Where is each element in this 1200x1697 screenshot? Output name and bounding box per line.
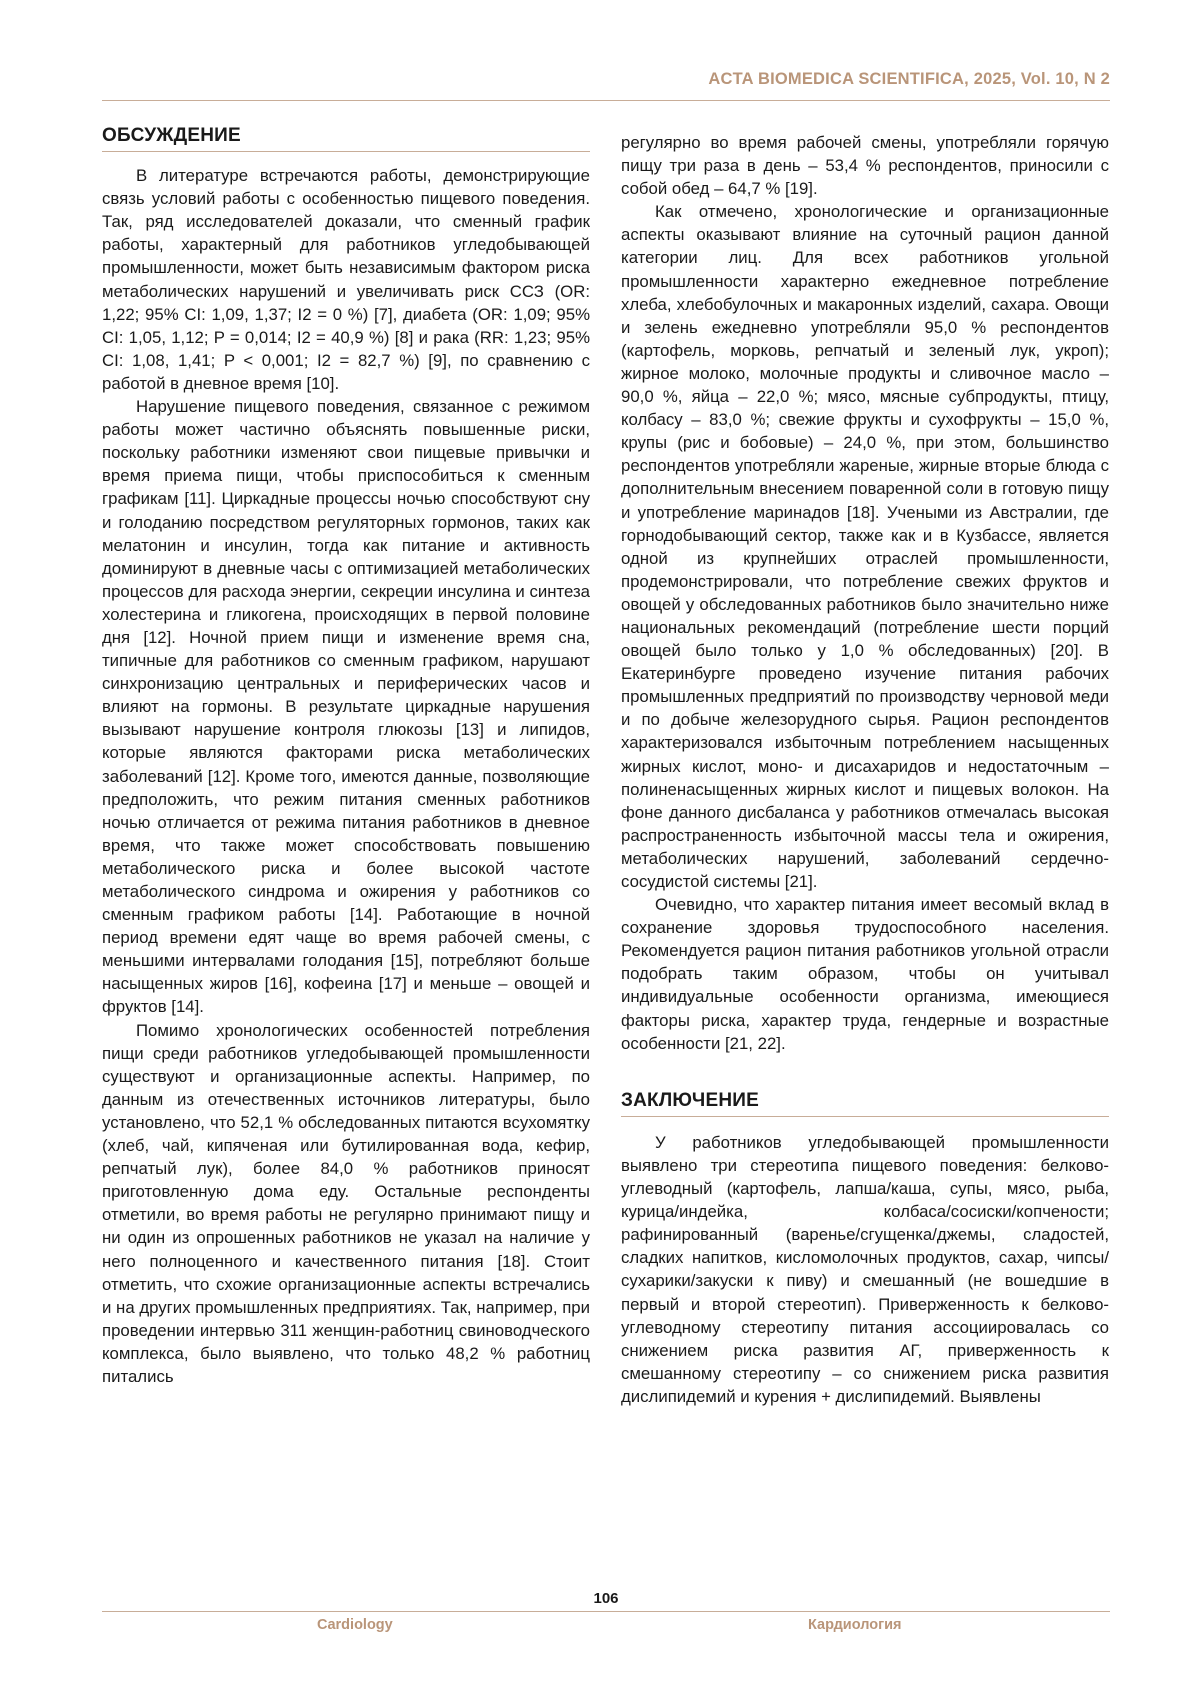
header-divider bbox=[102, 100, 1110, 101]
journal-header: ACTA BIOMEDICA SCIENTIFICA, 2025, Vol. 10, N 2 bbox=[708, 70, 1110, 88]
section-heading-discussion: ОБСУЖДЕНИЕ bbox=[102, 124, 590, 152]
conclusion-paragraph: У работников угледобывающей промышленности выявлено три стереотипа пищевого поведения: белково-углеводный (картофель, лапша/каша, супы, мясо, рыба, курица/индейка, колбаса/сосиски/копчености; рафинированный (варенье/сгущенка/джемы, сладостей, сладких напитков, кисломолочных продуктов, сахар, чипсы/сухарики/закуски к пиву) и смешанный (не вошедшие в первый и второй стереотип). Приверженность к белково-углеводному стереотипу питания ассоциировалась со снижением риска развития АГ, приверженность к смешанному стереотипу – со снижением риска развития дислипидемий и курения + дислипидемий. Выявлены bbox=[621, 1132, 1109, 1406]
footer-section-label-ru: Кардиология bbox=[808, 1617, 902, 1633]
right-column bbox=[621, 131, 1109, 1408]
section-heading-conclusion: ЗАКЛЮЧЕНИЕ bbox=[621, 1089, 1109, 1117]
paragraph: В литературе встречаются работы, демонстрирующие связь условий работы с особенностью пищевого поведения. Так, ряд исследователей доказали, что сменный график работы, характерный для работников угледобывающей промышленности, может быть независимым фактором риска метаболических нарушений и увеличивать риск ССЗ (OR: 1,22; 95% CI: 1,09, 1,37; I2 = 0 %) [7], диабета (OR: 1,09; 95% CI: 1,05, 1,12; P = 0,014; I2 = 40,9 %) [8] и рака (RR: 1,23; 95% CI: 1,08, 1,41; P < 0,001; I2 = 82,7 %) [9], по сравнению с работой в дневное время [10]. bbox=[102, 166, 590, 393]
paragraph: Как отмечено, хронологические и организационные аспекты оказывают влияние на суточный рацион данной категории лиц. Для всех работников угольной промышленности характерно ежедневное потребление хлеба, хлебобулочных и макаронных изделий, сахара. Овощи и зелень ежедневно употребляли 95,0 % респондентов (картофель, морковь, репчатый и зеленый лук, укроп); жирное молоко, молочные продукты и сливочное масло – 90,0 %, яйца – 22,0 %; мясо, мясные субпродукты, птицу, колбасу – 83,0 %; свежие фрукты и сухофрукты – 15,0 %, крупы (рис и бобовые) – 24,0 %, при этом, большинство респондентов употребляли жареные, жирные вторые блюда с дополнительным внесением поваренной соли в готовую пищу и употребление маринадов [18]. Учеными из Австралии, где горнодобывающий сектор, также как и в Кузбассе, является одной из крупнейших отраслей промышленности, продемонстрировали, что потребление свежих фруктов и овощей у обследованных работников было значительно ниже национальных рекомендаций (потребление шести порций овощей было только у 1,0 % обследованных) [20]. В Екатеринбурге проведено изучение питания рабочих промышленных предприятий по производству черновой меди и по добыче железорудного сырья. Рацион респондентов характеризовался избыточным потреблением насыщенных жирных кислот, моно- и дисахаридов и недостаточным – полиненасыщенных жирных кислот и пищевых волокон. На фоне данного дисбаланса у работников отмечалась высокая распространенность избыточной массы тела и ожирения, метаболических нарушений, заболеваний сердечно-сосудистой системы [21]. bbox=[621, 202, 1109, 891]
paragraph: Помимо хронологических особенностей потребления пищи среди работников угледобывающей промышленности существуют и организационные аспекты. Например, по данным из отечественных источников литературы, было установлено, что 52,1 % обследованных питаются всухомятку (хлеб, чай, кипяченая или бутилированная вода, кефир, репчатый лук), более 84,0 % работников приносят приготовленную дома еду. Остальные респонденты отметили, во время работы не регулярно принимают пищу и ни один из опрошенных работников не указал на наличие у него полноценного и качественного питания [18]. Стоит отметить, что схожие организационные аспекты встречались и на других промышленных предприятиях. Так, например, при проведении интервью 311 женщин-работниц свиноводческого комплекса, было выявлено, что только 48,2 % работниц питались bbox=[102, 1020, 590, 1386]
left-column bbox=[102, 124, 590, 1388]
footer-divider bbox=[102, 1611, 1110, 1612]
footer-section-label-en: Cardiology bbox=[317, 1617, 393, 1633]
paragraph: Очевидно, что характер питания имеет весомый вклад в сохранение здоровья трудоспособного населения. Рекомендуется рацион питания работников угольной отрасли подобрать таким образом, чтобы он учитывал индивидуальные особенности организма, имеющиеся факторы риска, характер труда, гендерные и возрастные особенности [21, 22]. bbox=[621, 895, 1109, 1053]
paragraph: Нарушение пищевого поведения, связанное с режимом работы может частично объяснять повышенные риски, поскольку работники изменяют свои пищевые привычки и время приема пищи, чтобы приспособиться к сменным графикам [11]. Циркадные процессы ночью способствуют сну и голоданию посредством регуляторных гормонов, таких как мелатонин и инсулин, тогда как питание и активность доминируют в дневные часы с оптимизацией метаболических процессов для расхода энергии, секреции инсулина и синтеза холестерина и гликогена, происходящих в первой половине дня [12]. Ночной прием пищи и изменение время сна, типичные для работников со сменным графиком, нарушают синхронизацию центральных и периферических часов и влияют на гормоны. В результате циркадные нарушения вызывают нарушение контроля глюкозы [13] и липидов, которые являются факторами риска метаболических заболеваний [12]. Кроме того, имеются данные, позволяющие предположить, что режим питания сменных работников ночью отличается от режима питания работников в дневное время, что также может способствовать повышению метаболического риска и более высокой частоте метаболического синдрома и ожирения у работников со сменным графиком работы [14]. Работающие в ночной период времени едят чаще во время рабочей смены, с меньшими интервалами голодания [15], потребляют больше насыщенных жиров [16], кофеина [17] и меньше – овощей и фруктов [14]. bbox=[102, 397, 590, 1017]
paragraph-continuation: регулярно во время рабочей смены, употребляли горячую пищу три раза в день – 53,4 % респондентов, приносили с собой обед – 64,7 % [19]. bbox=[621, 133, 1109, 199]
page-number: 106 bbox=[593, 1590, 619, 1607]
